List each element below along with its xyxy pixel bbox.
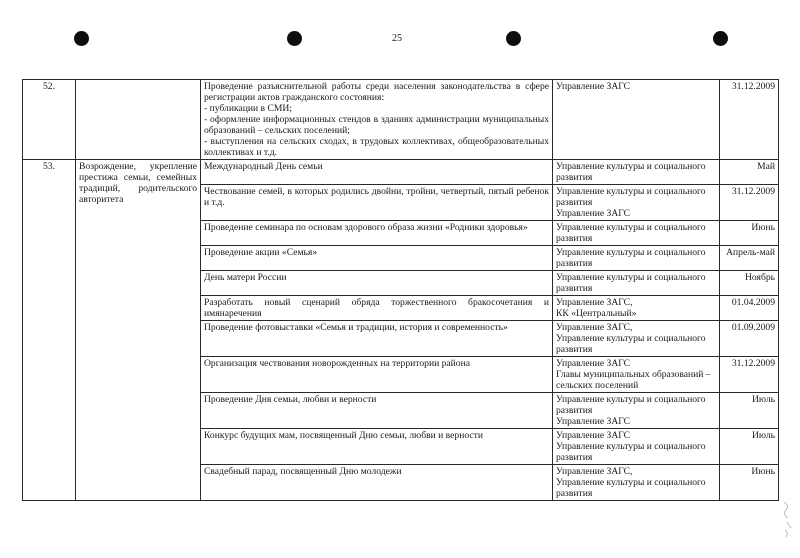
binder-hole-3 [506,31,521,46]
responsible-cell-line: Управление культуры и социального развития [556,186,706,208]
event-cell [201,246,553,271]
event-cell-line: - оформление информационных стендов в зданиях администрации муниципальных образований – сельских поселений; [204,114,549,136]
deadline-cell: Ноябрь [720,271,779,296]
responsible-cell [553,185,720,221]
responsible-cell-line: Управление ЗАГС, [556,466,633,477]
event-cell-line: День матери России [204,272,287,283]
deadline-cell: 31.12.2009 [720,80,779,160]
event-cell-line: Международный День семьи [204,161,323,172]
plan-table [22,79,779,501]
deadline-cell: Июль [720,393,779,429]
event-cell [201,296,553,321]
event-cell-line: Свадебный парад, посвященный Дню молодежи [204,466,402,477]
responsible-cell-line: Управление ЗАГС, [556,297,633,308]
deadline-cell: Июль [720,429,779,465]
responsible-cell-line: Управление культуры и социального развития [556,222,706,244]
deadline-cell: Июнь [720,221,779,246]
responsible-cell [553,80,720,160]
event-cell [201,160,553,185]
responsible-cell-line: КК «Центральный» [556,308,637,319]
event-cell [201,429,553,465]
responsible-cell [553,221,720,246]
event-cell [201,80,553,160]
deadline-cell: Апрель-май [720,246,779,271]
event-cell-line: Проведение разъяснительной работы среди населения законодательства в сфере регистрации актов гражданского состояния: [204,81,549,103]
responsible-cell [553,296,720,321]
row-topic: Возрождение, укрепление престижа семьи, семейных традиций, родительского авторитета [76,160,201,501]
responsible-cell-line: Управление культуры и социального развития [556,247,706,269]
responsible-cell [553,465,720,501]
page-number: 25 [392,33,402,44]
event-cell-line: Проведение акции «Семья» [204,247,318,258]
responsible-cell [553,357,720,393]
responsible-cell-line: Управление культуры и социального развития [556,272,706,294]
binder-hole-4 [713,31,728,46]
deadline-cell: 01.09.2009 [720,321,779,357]
table-row [23,160,779,185]
deadline-cell: 31.12.2009 [720,357,779,393]
event-cell [201,185,553,221]
responsible-cell-line: Управление культуры и социального развития [556,394,706,416]
responsible-cell [553,160,720,185]
responsible-cell-line: Главы муниципальных образований – сельских поселений [556,369,711,391]
event-cell-line: Проведение Дня семьи, любви и верности [204,394,377,405]
responsible-cell [553,271,720,296]
responsible-cell-line: Управление культуры и социального развития [556,441,706,463]
row-number: 53. [23,160,76,501]
responsible-cell-line: Управление культуры и социального развития [556,333,706,355]
responsible-cell-line: Управление ЗАГС [556,208,631,219]
event-cell-line: Чествование семей, в которых родились двойни, тройни, четвертый, пятый ребенок и т.д. [204,186,549,208]
responsible-cell-line: Управление культуры и социального развития [556,477,706,499]
responsible-cell-line: Управление ЗАГС [556,358,631,369]
deadline-cell: 01.04.2009 [720,296,779,321]
responsible-cell [553,246,720,271]
event-cell-line: - выступления на сельских сходах, в трудовых коллективах, общеобразовательных коллективах и т.д. [204,136,549,158]
event-cell [201,321,553,357]
event-cell-line: Организация чествования новорожденных на территории района [204,358,470,369]
margin-mark [780,500,794,540]
responsible-cell-line: Управление ЗАГС [556,416,631,427]
deadline-cell: Июнь [720,465,779,501]
responsible-cell-line: Управление ЗАГС, [556,322,633,333]
event-cell-line: Проведение семинара по основам здорового образа жизни «Родники здоровья» [204,222,528,233]
responsible-cell-line: Управление культуры и социального развития [556,161,706,183]
responsible-cell [553,429,720,465]
deadline-cell: Май [720,160,779,185]
event-cell [201,357,553,393]
row-topic [76,80,201,160]
event-cell [201,221,553,246]
event-cell [201,465,553,501]
event-cell-line: - публикации в СМИ; [204,103,292,114]
responsible-cell-line: Управление ЗАГС [556,430,631,441]
binder-hole-1 [74,31,89,46]
responsible-cell [553,321,720,357]
event-cell-line: Проведение фотовыставки «Семья и традиции, история и современность» [204,322,508,333]
event-cell [201,393,553,429]
deadline-cell: 31.12.2009 [720,185,779,221]
responsible-cell-line: Управление ЗАГС [556,81,631,92]
event-cell-line: Разработать новый сценарий обряда торжественного бракосочетания и имянаречения [204,297,549,319]
event-cell-line: Конкурс будущих мам, посвященный Дню семьи, любви и верности [204,430,483,441]
table-row [23,80,779,160]
row-number: 52. [23,80,76,160]
binder-hole-2 [287,31,302,46]
responsible-cell [553,393,720,429]
event-cell [201,271,553,296]
